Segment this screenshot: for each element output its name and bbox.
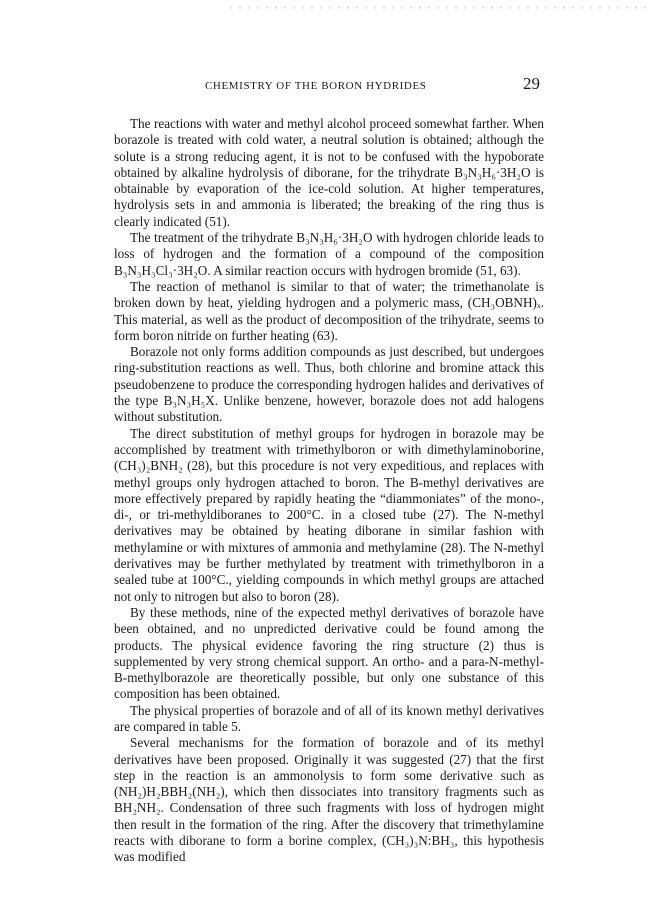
scan-artifact	[230, 6, 650, 9]
page-header	[110, 74, 540, 98]
running-title: CHEMISTRY OF THE BORON HYDRIDES	[205, 80, 427, 92]
page-number: 29	[523, 74, 540, 93]
paragraph: The direct substitution of methyl groups for hydrogen in borazole may be accomplished by treatment with trimethylboron or with dimethylaminoborine, (CH₃)₂BNH₂ (28), but this procedure is not very expeditious, and replaces with methyl groups only hydrogen attached to boron. The B-methyl derivatives are more effectively prepared by rapidly heating the “diammoniates” of the mono-, di-, or tri-methyldiboranes to 200°C. in a closed tube (27). The N-methyl derivatives may be obtained by heating diborane in similar fashion with methylamine or with mixtures of ammonia and methylamine (28). The N-methyl derivatives may be further methylated by treatment with trimethylboron in a sealed tube at 100°C., yielding compounds in which methyl groups are attached not only to nitrogen but also to boron (28).	[114, 425, 544, 604]
paragraph: The physical properties of borazole and of all of its known methyl derivatives are compared in table 5.	[114, 702, 544, 734]
body-text	[114, 116, 544, 866]
paragraph: By these methods, nine of the expected methyl derivatives of borazole have been obtained, and no unpredicted derivative could be found among the products. The physical evidence favoring the ring structure (2) thus is supplemented by very strong chemical support. An ortho- and a para-N-methyl-B-methylborazole are theoretically possible, but only one substance of this composition has been obtained.	[114, 604, 544, 702]
paragraph: The reactions with water and methyl alcohol proceed somewhat farther. When borazole is treated with cold water, a neutral solution is obtained; although the solute is a strong reducing agent, it is not to be confused with the hypoborate obtained by alkaline hydrolysis of diborane, for the trihydrate B₃N₃H₆·3H₂O is obtainable by evaporation of the ice-cold solution. At higher temperatures, hydrolysis sets in and ammonia is liberated; the breaking of the ring thus is clearly indicated (51).	[114, 116, 544, 229]
paragraph: Borazole not only forms addition compounds as just described, but undergoes ring-substitution reactions as well. Thus, both chlorine and bromine attack this pseudobenzene to produce the corresponding hydrogen halides and derivatives of the type B₃N₃H₅X. Unlike benzene, however, borazole does not add halogens without substitution.	[114, 344, 544, 425]
paragraph: Several mechanisms for the formation of borazole and of its methyl derivatives have been proposed. Originally it was suggested (27) that the first step in the reaction is an ammonolysis to form some derivative such as (NH₂)H₂BBH₂(NH₂), which then dissociates into transitory fragments such as BH₂NH₂. Condensation of three such fragments with loss of hydrogen might then result in the formation of the ring. After the discovery that trimethylamine reacts with diborane to form a borine complex, (CH₃)₃N:BH₃, this hypothesis was modified	[114, 735, 544, 865]
paragraph: The reaction of methanol is similar to that of water; the trimethanolate is broken down by heat, yielding hydrogen and a polymeric mass, (CH₃OBNH)ₓ. This material, as well as the product of decomposition of the trihydrate, seems to form boron nitride on further heating (63).	[114, 278, 544, 343]
paragraph: The treatment of the trihydrate B₃N₃H₆·3H₂O with hydrogen chloride leads to loss of hydrogen and the formation of a compound of the composition B₃N₃H₃Cl₃·3H₂O. A similar reaction occurs with hydrogen bromide (51, 63).	[114, 230, 544, 278]
